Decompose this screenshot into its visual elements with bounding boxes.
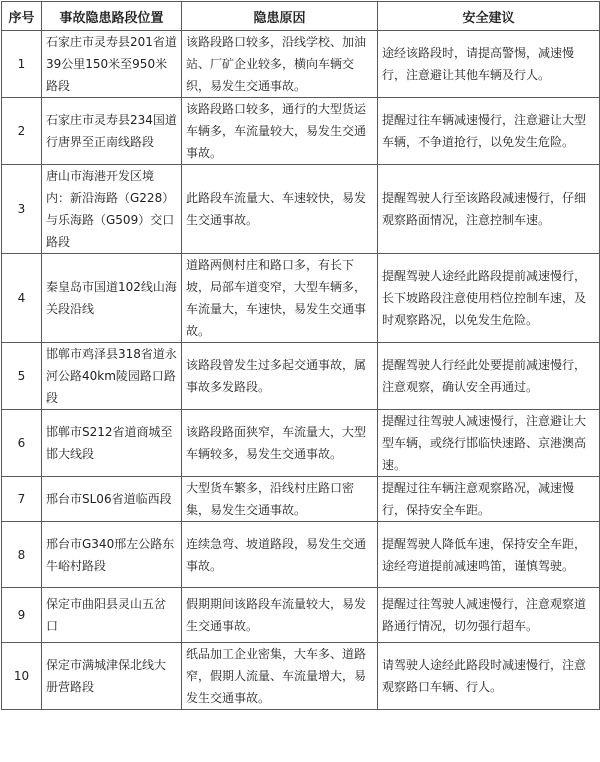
table-row <box>2 254 600 343</box>
table-row <box>2 643 600 710</box>
row-advice: 提醒过往车辆注意观察路况，减速慢行，保持安全车距。 <box>378 477 600 522</box>
header-advice: 安全建议 <box>378 2 600 31</box>
row-advice: 提醒驾驶人降低车速，保持安全车距，途经弯道提前减速鸣笛，谨慎驾驶。 <box>378 522 600 588</box>
header-index: 序号 <box>2 2 42 31</box>
row-location: 保定市曲阳县灵山五岔口 <box>42 588 182 643</box>
row-index: 4 <box>2 254 42 343</box>
row-reason: 此路段车流量大、车速较快，易发生交通事故。 <box>182 165 378 254</box>
row-advice: 提醒过往驾驶人减速慢行，注意避让大型车辆，或绕行邯临快速路、京港澳高速。 <box>378 410 600 477</box>
table-row <box>2 31 600 98</box>
table-row <box>2 477 600 522</box>
table-row <box>2 165 600 254</box>
row-location: 秦皇岛市国道102线山海关段沿线 <box>42 254 182 343</box>
row-advice: 提醒过往驾驶人减速慢行，注意观察道路通行情况，切勿强行超车。 <box>378 588 600 643</box>
row-advice: 途经该路段时，请提高警惕，减速慢行，注意避让其他车辆及行人。 <box>378 31 600 98</box>
row-index: 6 <box>2 410 42 477</box>
row-index: 10 <box>2 643 42 710</box>
row-location: 邢台市G340邢左公路东牛峪村路段 <box>42 522 182 588</box>
row-advice: 提醒驾驶人行经此处要提前减速慢行，注意观察，确认安全再通过。 <box>378 343 600 410</box>
row-reason: 该路段路口较多，通行的大型货运车辆多，车流量较大，易发生交通事故。 <box>182 98 378 165</box>
row-index: 3 <box>2 165 42 254</box>
row-location: 石家庄市灵寿县201省道39公里150米至950米路段 <box>42 31 182 98</box>
row-advice: 提醒驾驶人行至该路段减速慢行，仔细观察路面情况，注意控制车速。 <box>378 165 600 254</box>
row-reason: 该路段路面狭窄，车流量大，大型车辆较多，易发生交通事故。 <box>182 410 378 477</box>
row-reason: 该路段曾发生过多起交通事故，属事故多发路段。 <box>182 343 378 410</box>
row-index: 2 <box>2 98 42 165</box>
row-reason: 大型货车繁多，沿线村庄路口密集，易发生交通事故。 <box>182 477 378 522</box>
row-location: 邯郸市鸡泽县318省道永河公路40km陵园路口路段 <box>42 343 182 410</box>
header-reason: 隐患原因 <box>182 2 378 31</box>
table-row <box>2 343 600 410</box>
table-row <box>2 588 600 643</box>
row-location: 保定市满城津保北线大册营路段 <box>42 643 182 710</box>
row-advice: 提醒过往车辆减速慢行，注意避让大型车辆，不争道抢行，以免发生危险。 <box>378 98 600 165</box>
hazard-table <box>1 1 600 710</box>
row-reason: 该路段路口较多，沿线学校、加油站、厂矿企业较多，横向车辆交织，易发生交通事故。 <box>182 31 378 98</box>
row-location: 唐山市海港开发区境内：新沿海路（G228）与乐海路（G509）交口路段 <box>42 165 182 254</box>
header-location: 事故隐患路段位置 <box>42 2 182 31</box>
row-index: 5 <box>2 343 42 410</box>
row-index: 9 <box>2 588 42 643</box>
row-advice: 请驾驶人途经此路段时减速慢行，注意观察路口车辆、行人。 <box>378 643 600 710</box>
row-reason: 假期期间该路段车流量较大，易发生交通事故。 <box>182 588 378 643</box>
row-reason: 道路两侧村庄和路口多，有长下坡，局部车道变窄，大型车辆多，车流量大，车速快，易发生交通事故。 <box>182 254 378 343</box>
table-row <box>2 98 600 165</box>
table-header-row <box>2 2 600 31</box>
row-reason: 连续急弯、坡道路段，易发生交通事故。 <box>182 522 378 588</box>
row-location: 邢台市SL06省道临西段 <box>42 477 182 522</box>
row-index: 7 <box>2 477 42 522</box>
row-location: 石家庄市灵寿县234国道行唐界至正南线路段 <box>42 98 182 165</box>
row-location: 邯郸市S212省道商城至邯大线段 <box>42 410 182 477</box>
row-advice: 提醒驾驶人途经此路段提前减速慢行，长下坡路段注意使用档位控制车速，及时观察路况，以免发生危险。 <box>378 254 600 343</box>
table-row <box>2 410 600 477</box>
row-index: 1 <box>2 31 42 98</box>
table-row <box>2 522 600 588</box>
row-reason: 纸品加工企业密集，大车多、道路窄，假期人流量、车流量增大，易发生交通事故。 <box>182 643 378 710</box>
row-index: 8 <box>2 522 42 588</box>
